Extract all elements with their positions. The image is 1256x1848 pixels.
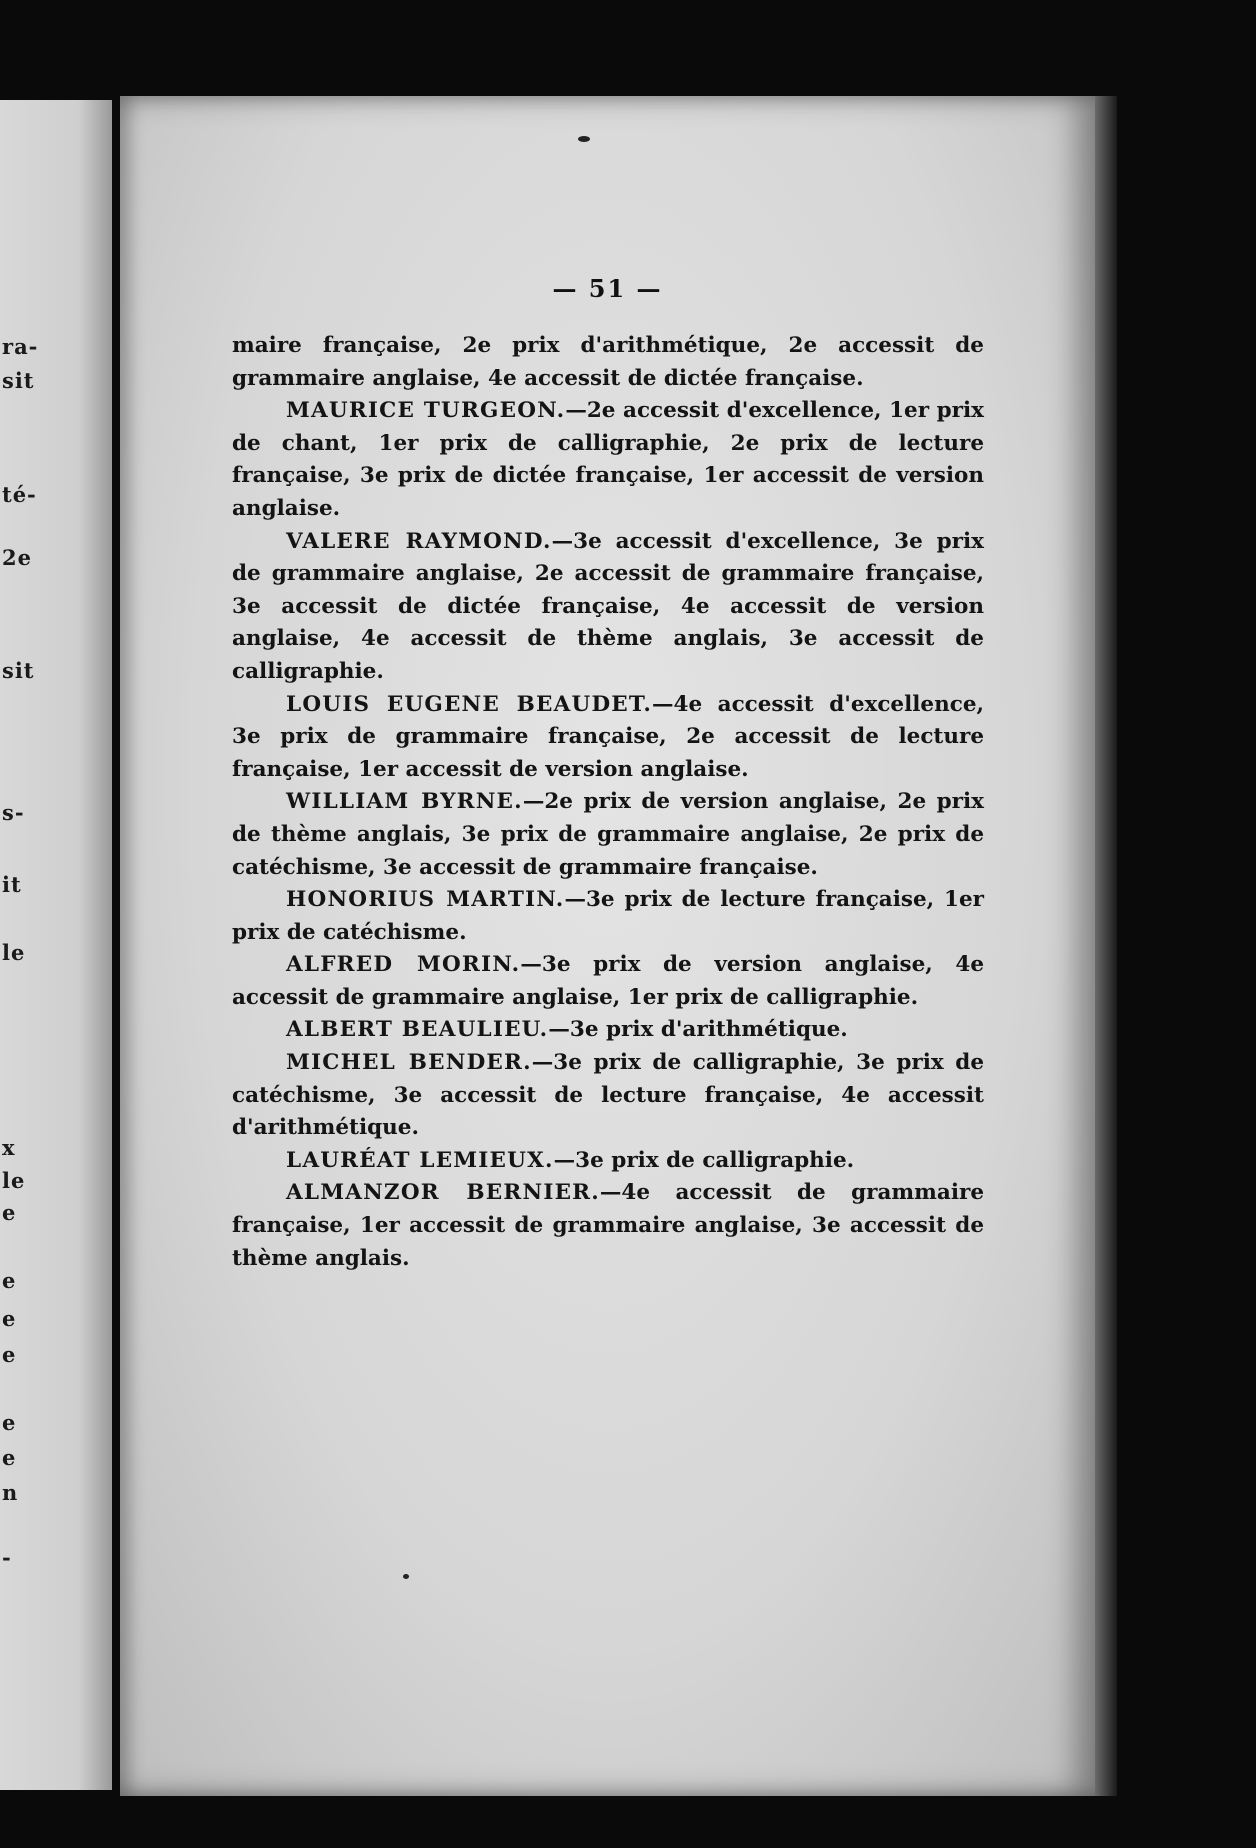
entry-paragraph — [232, 1047, 984, 1145]
awards-text: —2e accessit d'excellence, 1er prix de chant, 1er prix de calligraphie, 2e prix de lecture française, 3e prix de dictée française, 1er accessit de version anglaise. — [232, 398, 984, 521]
left-fragment-line: té- — [2, 482, 37, 507]
ink-speck — [578, 136, 590, 142]
left-fragment-line: e — [2, 1342, 17, 1367]
left-fragment-line: n — [2, 1480, 19, 1505]
awards-text: —3e prix de calligraphie. — [553, 1147, 855, 1173]
left-fragment-line: ra- — [2, 334, 39, 359]
left-fragment-line: s- — [2, 800, 25, 825]
awards-text: —3e prix de lecture française, 1er prix de catéchisme. — [232, 887, 984, 945]
awards-text: —3e accessit d'excellence, 3e prix de grammaire anglaise, 2e accessit de grammaire française, 3e accessit de dictée française, 4e accessit de version anglaise, 4e accessit de thème anglais, 3e accessit de calligraphie. — [232, 528, 984, 684]
left-fragment-line: e — [2, 1445, 17, 1470]
awards-text: —4e accessit d'excellence, 3e prix de grammaire française, 2e accessit de lecture française, 1er accessit de version anglaise. — [232, 691, 984, 782]
awards-text: —3e prix d'arithmétique. — [548, 1017, 848, 1043]
awards-text: —2e prix de version anglaise, 2e prix de thème anglais, 3e prix de grammaire anglaise, 2e prix de catéchisme, 3e accessit de grammaire française. — [232, 789, 984, 880]
awards-text: —3e prix de version anglaise, 4e accessit de grammaire anglaise, 1er prix de calligraphie. — [232, 952, 985, 1010]
student-name: MAURICE TURGEON. — [286, 398, 566, 424]
awards-text: —4e accessit de grammaire française, 1er accessit de grammaire anglaise, 3e accessit de thème anglais. — [232, 1180, 984, 1271]
entry-paragraph — [232, 1014, 984, 1047]
ink-speck — [403, 1574, 409, 1579]
left-fragment-line: it — [2, 872, 22, 897]
left-fragment-line: e — [2, 1410, 17, 1435]
entry-paragraph — [232, 949, 984, 1014]
left-fragment-line: sit — [2, 658, 35, 683]
page-body — [232, 330, 984, 1275]
entry-paragraph — [232, 786, 984, 884]
left-page-fragment — [0, 100, 112, 1790]
student-name: ALFRED MORIN. — [286, 952, 521, 978]
entry-paragraph — [232, 689, 984, 787]
left-fragment-line: e — [2, 1306, 17, 1331]
entry-paragraph — [232, 395, 984, 525]
continuation-paragraph: maire française, 2e prix d'arithmétique, 2e accessit de grammaire anglaise, 4e accessit de dictée française. — [232, 333, 984, 391]
entry-paragraph — [232, 526, 984, 689]
left-fragment-line: sit — [2, 368, 35, 393]
left-fragment-line: 2e — [2, 545, 32, 570]
left-fragment-line: le — [2, 940, 26, 965]
left-fragment-line: - — [2, 1545, 12, 1570]
left-fragment-line: x — [2, 1135, 16, 1160]
student-name: LAURÉAT LEMIEUX. — [286, 1147, 554, 1173]
left-fragment-line: le — [2, 1168, 26, 1193]
student-name: WILLIAM BYRNE. — [286, 789, 523, 815]
awards-text: —3e prix de calligraphie, 3e prix de catéchisme, 3e accessit de lecture française, 4e accessit d'arithmétique. — [232, 1050, 985, 1141]
student-name: VALERE RAYMOND. — [286, 528, 552, 554]
student-name: ALMANZOR BERNIER. — [286, 1180, 600, 1206]
entry-paragraph — [232, 1177, 984, 1275]
student-name: HONORIUS MARTIN. — [286, 887, 565, 913]
left-fragment-line: e — [2, 1268, 17, 1293]
page-number: — 51 — — [552, 274, 663, 303]
entry-paragraph — [232, 884, 984, 949]
student-name: MICHEL BENDER. — [286, 1050, 532, 1076]
student-name: LOUIS EUGENE BEAUDET. — [286, 691, 653, 717]
left-fragment-line: e — [2, 1200, 17, 1225]
entry-paragraph — [232, 1145, 984, 1178]
page-edge-shadow — [1095, 96, 1117, 1796]
student-name: ALBERT BEAULIEU. — [286, 1017, 549, 1043]
